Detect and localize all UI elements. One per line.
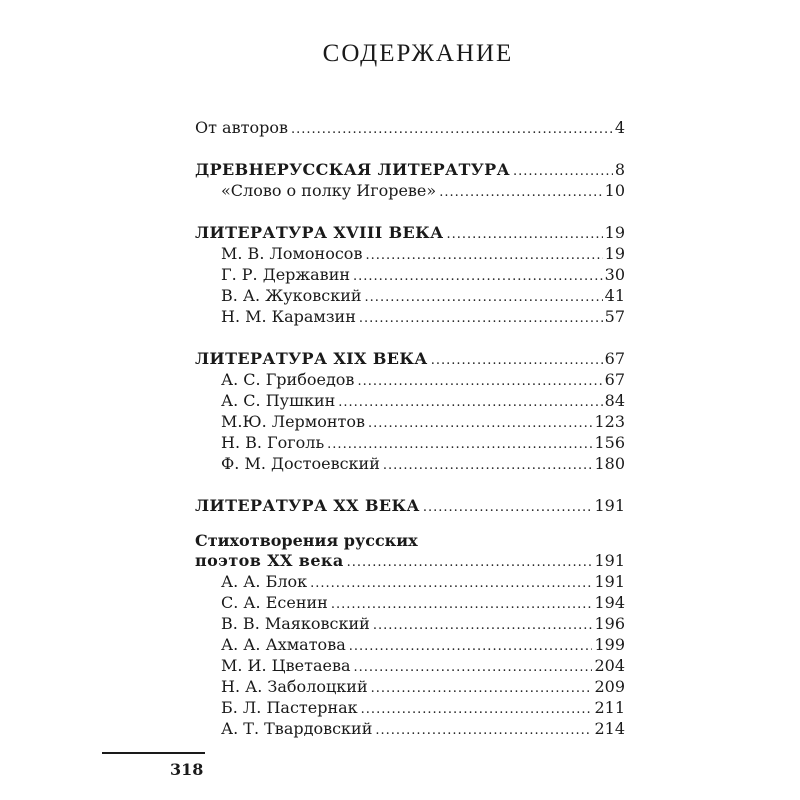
toc-entry-label: В. В. Маяковский	[221, 614, 370, 633]
toc-entry-page: 67	[604, 370, 625, 389]
toc-entry[interactable]	[195, 677, 625, 698]
toc-entry-intro[interactable]	[195, 118, 625, 139]
toc-entry-page: 199	[594, 635, 625, 654]
toc-entry[interactable]	[195, 656, 625, 677]
toc-entry-label: Б. Л. Пастернак	[221, 698, 358, 717]
page-number: 318	[170, 760, 204, 779]
toc-entry[interactable]	[195, 698, 625, 719]
toc-entry-page: 214	[594, 719, 625, 738]
toc-entry-label: Н. М. Карамзин	[221, 307, 356, 326]
toc-entry[interactable]	[195, 244, 625, 265]
toc-entry-label: От авторов	[195, 118, 288, 137]
toc-entry-label: М.Ю. Лермонтов	[221, 412, 366, 431]
leader-dots	[423, 500, 593, 515]
toc-entry[interactable]	[195, 286, 625, 307]
toc-entry[interactable]	[195, 307, 625, 328]
leader-dots	[368, 416, 592, 431]
toc-entry-page: 194	[594, 593, 625, 612]
leader-dots	[365, 248, 602, 263]
leader-dots	[310, 576, 592, 591]
section-heading-page: 67	[604, 349, 625, 368]
toc-subheading-poets[interactable]	[195, 551, 625, 572]
toc-entry[interactable]	[195, 391, 625, 412]
toc-entry-label: М. В. Ломоносов	[221, 244, 363, 263]
toc-entry-page: 19	[604, 244, 625, 263]
leader-dots	[365, 290, 603, 305]
leader-dots	[361, 702, 593, 717]
toc-entry-label: Ф. М. Достоевский	[221, 454, 380, 473]
section-heading-page: 19	[604, 223, 625, 242]
leader-dots	[373, 618, 593, 633]
toc-entry-label: Г. Р. Державин	[221, 265, 351, 284]
subheading-page: 191	[594, 551, 625, 570]
leader-dots	[349, 639, 593, 654]
toc-entry-page: 57	[604, 307, 625, 326]
toc-entry-label: А. Т. Твардовский	[221, 719, 373, 738]
section-heading-label: ДРЕВНЕРУССКАЯ ЛИТЕРАТУРА	[195, 160, 511, 179]
leader-dots	[431, 353, 603, 368]
toc-section-heading-19th-century[interactable]	[195, 349, 625, 370]
toc-entry-page: 41	[604, 286, 625, 305]
toc-entry-label: А. С. Пушкин	[221, 391, 336, 410]
toc-entry-page: 4	[614, 118, 625, 137]
toc-entry-page: 204	[594, 656, 625, 675]
toc-entry[interactable]	[195, 433, 625, 454]
toc-section-heading-18th-century[interactable]	[195, 223, 625, 244]
toc-section-heading-20th-century[interactable]	[195, 496, 625, 517]
toc-entry-page: 84	[604, 391, 625, 410]
leader-dots	[327, 437, 592, 452]
section-heading-page: 191	[594, 496, 625, 515]
leader-dots	[347, 555, 593, 570]
toc-entry-label: «Слово о полку Игореве»	[221, 181, 437, 200]
toc-entry[interactable]	[195, 572, 625, 593]
leader-dots	[338, 395, 602, 410]
toc-entry-page: 156	[594, 433, 625, 452]
leader-dots	[375, 723, 592, 738]
toc-entry[interactable]	[195, 635, 625, 656]
toc-entry[interactable]	[195, 719, 625, 740]
toc-entry-page: 180	[594, 454, 625, 473]
leader-dots	[439, 185, 602, 200]
section-heading-label: ЛИТЕРАТУРА XIX ВЕКА	[195, 349, 428, 368]
toc-entry[interactable]	[195, 265, 625, 286]
toc-entry[interactable]	[195, 593, 625, 614]
toc-entry-page: 211	[594, 698, 625, 717]
toc-entry-label: Н. В. Гоголь	[221, 433, 325, 452]
toc-entry-page: 30	[604, 265, 625, 284]
toc-entry-page: 209	[594, 677, 625, 696]
toc-entry-label: Н. А. Заболоцкий	[221, 677, 368, 696]
leader-dots	[353, 269, 603, 284]
table-of-contents	[195, 118, 625, 740]
page-title: СОДЕРЖАНИЕ	[322, 40, 514, 67]
toc-entry-label: С. А. Есенин	[221, 593, 328, 612]
toc-entry-page: 10	[604, 181, 625, 200]
footer-rule	[102, 752, 205, 754]
leader-dots	[371, 681, 593, 696]
toc-entry[interactable]	[195, 614, 625, 635]
toc-subheading-line1: Стихотворения русских	[195, 531, 418, 550]
leader-dots	[354, 660, 593, 675]
toc-entry-label: М. И. Цветаева	[221, 656, 351, 675]
toc-entry[interactable]	[195, 181, 625, 202]
section-heading-page: 8	[614, 160, 625, 179]
leader-dots	[331, 597, 593, 612]
section-heading-label: ЛИТЕРАТУРА XX ВЕКА	[195, 496, 420, 515]
subheading-label: поэтов XX века	[195, 551, 344, 570]
section-heading-label: ЛИТЕРАТУРА XVIII ВЕКА	[195, 223, 444, 242]
toc-entry-label: В. А. Жуковский	[221, 286, 362, 305]
toc-entry[interactable]	[195, 454, 625, 475]
toc-entry-page: 191	[594, 572, 625, 591]
leader-dots	[291, 122, 613, 137]
leader-dots	[359, 311, 603, 326]
toc-entry[interactable]	[195, 370, 625, 391]
toc-entry-label: А. С. Грибоедов	[221, 370, 355, 389]
toc-entry[interactable]	[195, 412, 625, 433]
toc-entry-page: 123	[594, 412, 625, 431]
leader-dots	[357, 374, 602, 389]
leader-dots	[383, 458, 593, 473]
toc-entry-label: А. А. Блок	[221, 572, 308, 591]
toc-entry-label: А. А. Ахматова	[221, 635, 346, 654]
toc-section-heading-old-russian[interactable]	[195, 160, 625, 181]
leader-dots	[447, 227, 603, 242]
toc-entry-page: 196	[594, 614, 625, 633]
leader-dots	[513, 164, 613, 179]
